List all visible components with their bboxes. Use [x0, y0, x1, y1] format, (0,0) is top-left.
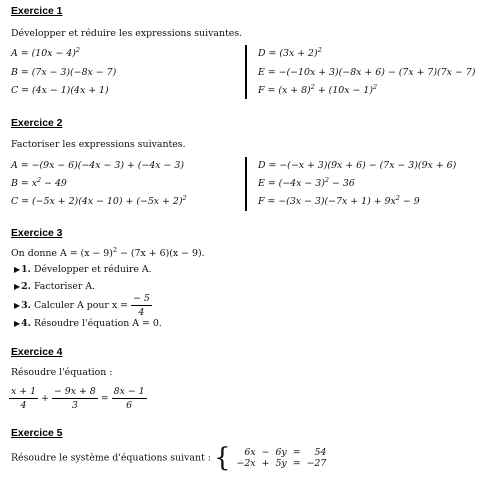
left-brace-icon: {	[213, 443, 231, 473]
system-cell: 6x	[244, 447, 256, 458]
ex2-expression-a: A = −(9x − 6)(−4x − 3) + (−4x − 3)	[11, 160, 185, 171]
exercise-4-title: Exercice 4	[11, 347, 63, 358]
ex2-expression-d: D = −(−x + 3)(9x + 6) − (7x − 3)(9x + 6)	[258, 160, 457, 171]
system-cell: −2x	[236, 458, 256, 469]
system-cell: −27	[306, 458, 327, 469]
triangle-bullet-icon: ▶	[14, 282, 21, 291]
exercise-3-intro: On donne $A = (x - 9)^2 - (7x + 6)(x - 9)$.	[11, 246, 205, 259]
exercise-5-instruction: Résoudre le système d'équations suivant :	[11, 452, 211, 464]
ex2-expression-f: $F = -(3x - 3)(-7x + 1) + 9x^2 - 9$	[258, 194, 420, 207]
ex1-expression-d: $D = (3x + 2)^2$	[258, 46, 322, 59]
exercise-4-instruction: Résoudre l'équation :	[11, 367, 113, 378]
ex3-question-4: ▶4. Résoudre l'équation A = 0.	[14, 318, 162, 329]
system-cell: =	[292, 447, 301, 458]
ex1-expression-c: C = (4x − 1)(4x + 1)	[11, 85, 109, 96]
triangle-bullet-icon: ▶	[14, 265, 21, 274]
fraction: $\frac{8x - 1}{6}$	[113, 386, 145, 411]
ex3-question-1: ▶1. Développer et réduire A.	[14, 264, 152, 275]
column-divider	[245, 45, 247, 99]
ex4-equation: $\frac{x + 1}{4}$ + $\frac{- 9x + 8}{3}$ = $\frac{8x - 1}{6}$	[11, 386, 145, 411]
column-divider	[245, 157, 247, 211]
exercise-5-statement	[11, 445, 329, 471]
ex1-expression-f: $F = (x + 8)^2 + (10x - 1)^2$	[258, 83, 378, 96]
ex2-expression-c: $C = (-5x + 2)(4x - 10) + (-5x + 2)^2$	[11, 194, 187, 207]
ex1-expression-a: $A = (10x - 4)^2$	[11, 46, 81, 59]
system-cell: 54	[314, 447, 327, 458]
ex3-question-3: ▶3. Calculer A pour x = $\frac{- 5}{4}$	[14, 293, 150, 318]
exercise-1-title: Exercice 1	[11, 6, 63, 17]
exercise-2-instruction: Factoriser les expressions suivantes.	[11, 139, 186, 150]
fraction: $\frac{- 5}{4}$	[133, 293, 150, 318]
exercise-3-title: Exercice 3	[11, 228, 63, 239]
system-cell: +	[261, 458, 270, 469]
triangle-bullet-icon: ▶	[14, 301, 21, 310]
equation-system	[233, 447, 329, 469]
system-cell: −	[261, 447, 270, 458]
system-cell: 5y	[275, 458, 287, 469]
ex1-expression-e: E = −(−10x + 3)(−8x + 6) − (7x + 7)(7x − 7)	[258, 67, 476, 78]
ex2-expression-b: $B = x^2 - 49$	[11, 176, 67, 189]
system-row	[233, 458, 329, 469]
triangle-bullet-icon: ▶	[14, 319, 21, 328]
ex3-question-2: ▶2. Factoriser A.	[14, 281, 96, 292]
exercise-5-title: Exercice 5	[11, 428, 63, 439]
fraction: $\frac{- 9x + 8}{3}$	[53, 386, 96, 411]
system-cell: 6y	[275, 447, 287, 458]
system-cell: =	[292, 458, 301, 469]
ex2-expression-e: $E = (-4x - 3)^2 - 36$	[258, 176, 355, 189]
ex1-expression-b: B = (7x − 3)(−8x − 7)	[11, 67, 117, 78]
fraction: $\frac{x + 1}{4}$	[11, 386, 37, 411]
exercise-2-title: Exercice 2	[11, 118, 63, 129]
exercise-1-instruction: Développer et réduire les expressions suivantes.	[11, 28, 243, 39]
system-row	[233, 447, 329, 458]
